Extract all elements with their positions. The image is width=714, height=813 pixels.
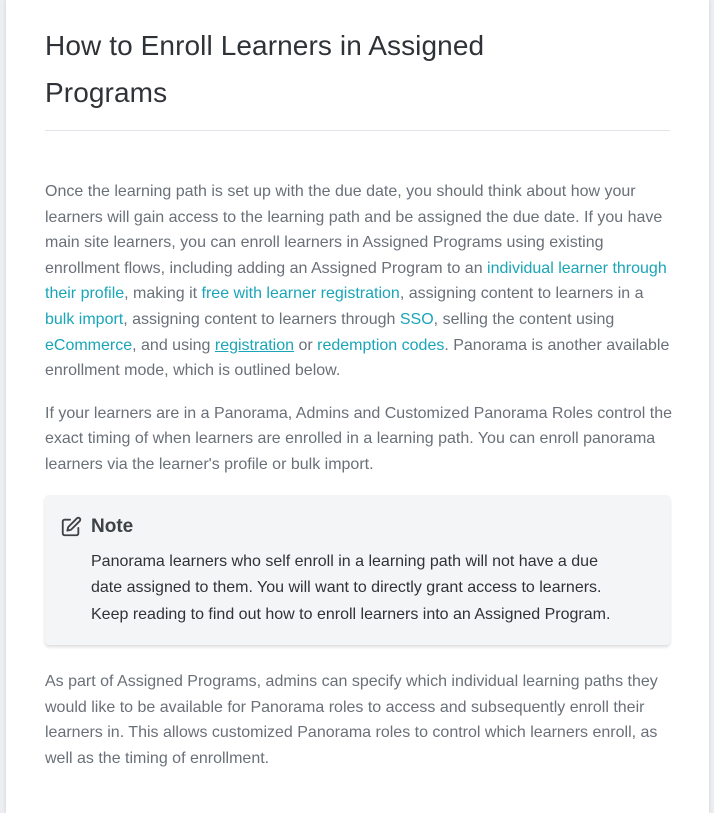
- note-title: Note: [91, 515, 134, 537]
- bulk-import-link[interactable]: bulk import: [45, 310, 124, 328]
- free-registration-link[interactable]: free with learner registration: [201, 285, 400, 303]
- p1-text-3: , assigning content to learners in a: [399, 285, 644, 303]
- panorama-paragraph: If your learners are in a Panorama, Admins and Customized Panorama Roles control the exact timing of when learners are enrolled in a learning path. You can enroll panorama learners via the learner's profile or bulk import.: [45, 404, 672, 473]
- sso-link[interactable]: SSO: [399, 310, 434, 328]
- p1-text-5: , selling the content using: [433, 310, 615, 328]
- p1-text-4: , assigning content to learners through: [123, 310, 400, 328]
- intro-paragraph: [45, 179, 673, 384]
- redemption-codes-link[interactable]: redemption codes: [317, 336, 445, 354]
- ecommerce-link[interactable]: eCommerce: [45, 336, 133, 354]
- note-callout: [45, 495, 670, 646]
- registration-link[interactable]: registration: [214, 336, 295, 354]
- p1-text-6: , and using: [132, 336, 215, 354]
- article-title: How to Enroll Learners in Assigned Programs: [45, 30, 485, 108]
- p1-text-7: or: [294, 336, 318, 354]
- p1-text-1: Once the learning path is set up with the due date, you should think about how your learners will gain access to the learning path and be assigned the due date. If you have main site learners, you can enroll learners in Assigned Programs using existing enrollment flows, including adding an Assigned Program to an: [45, 183, 663, 277]
- p1-text-8: . Panorama is another available enrollment mode, which is outlined below.: [45, 336, 670, 380]
- p1-text-2: , making it: [124, 285, 202, 303]
- article-card: [6, 0, 709, 813]
- note-text: Panorama learners who self enroll in a learning path will not have a due date assigned to them. You will want to directly grant access to learners. Keep reading to find out how to enroll learners into an Assigned Program.: [91, 552, 611, 623]
- edit-note-icon: [60, 516, 82, 538]
- title-divider: [45, 130, 670, 131]
- individual-learner-link[interactable]: individual learner through their profile: [45, 259, 667, 303]
- assigned-programs-paragraph: As part of Assigned Programs, admins can specify which individual learning paths they would like to be available for Panorama roles to access and subsequently enroll their learners in. This allows customized Panorama roles to control which learners enroll, as well as the timing of enrollment.: [45, 673, 658, 767]
- note-header: [60, 514, 650, 540]
